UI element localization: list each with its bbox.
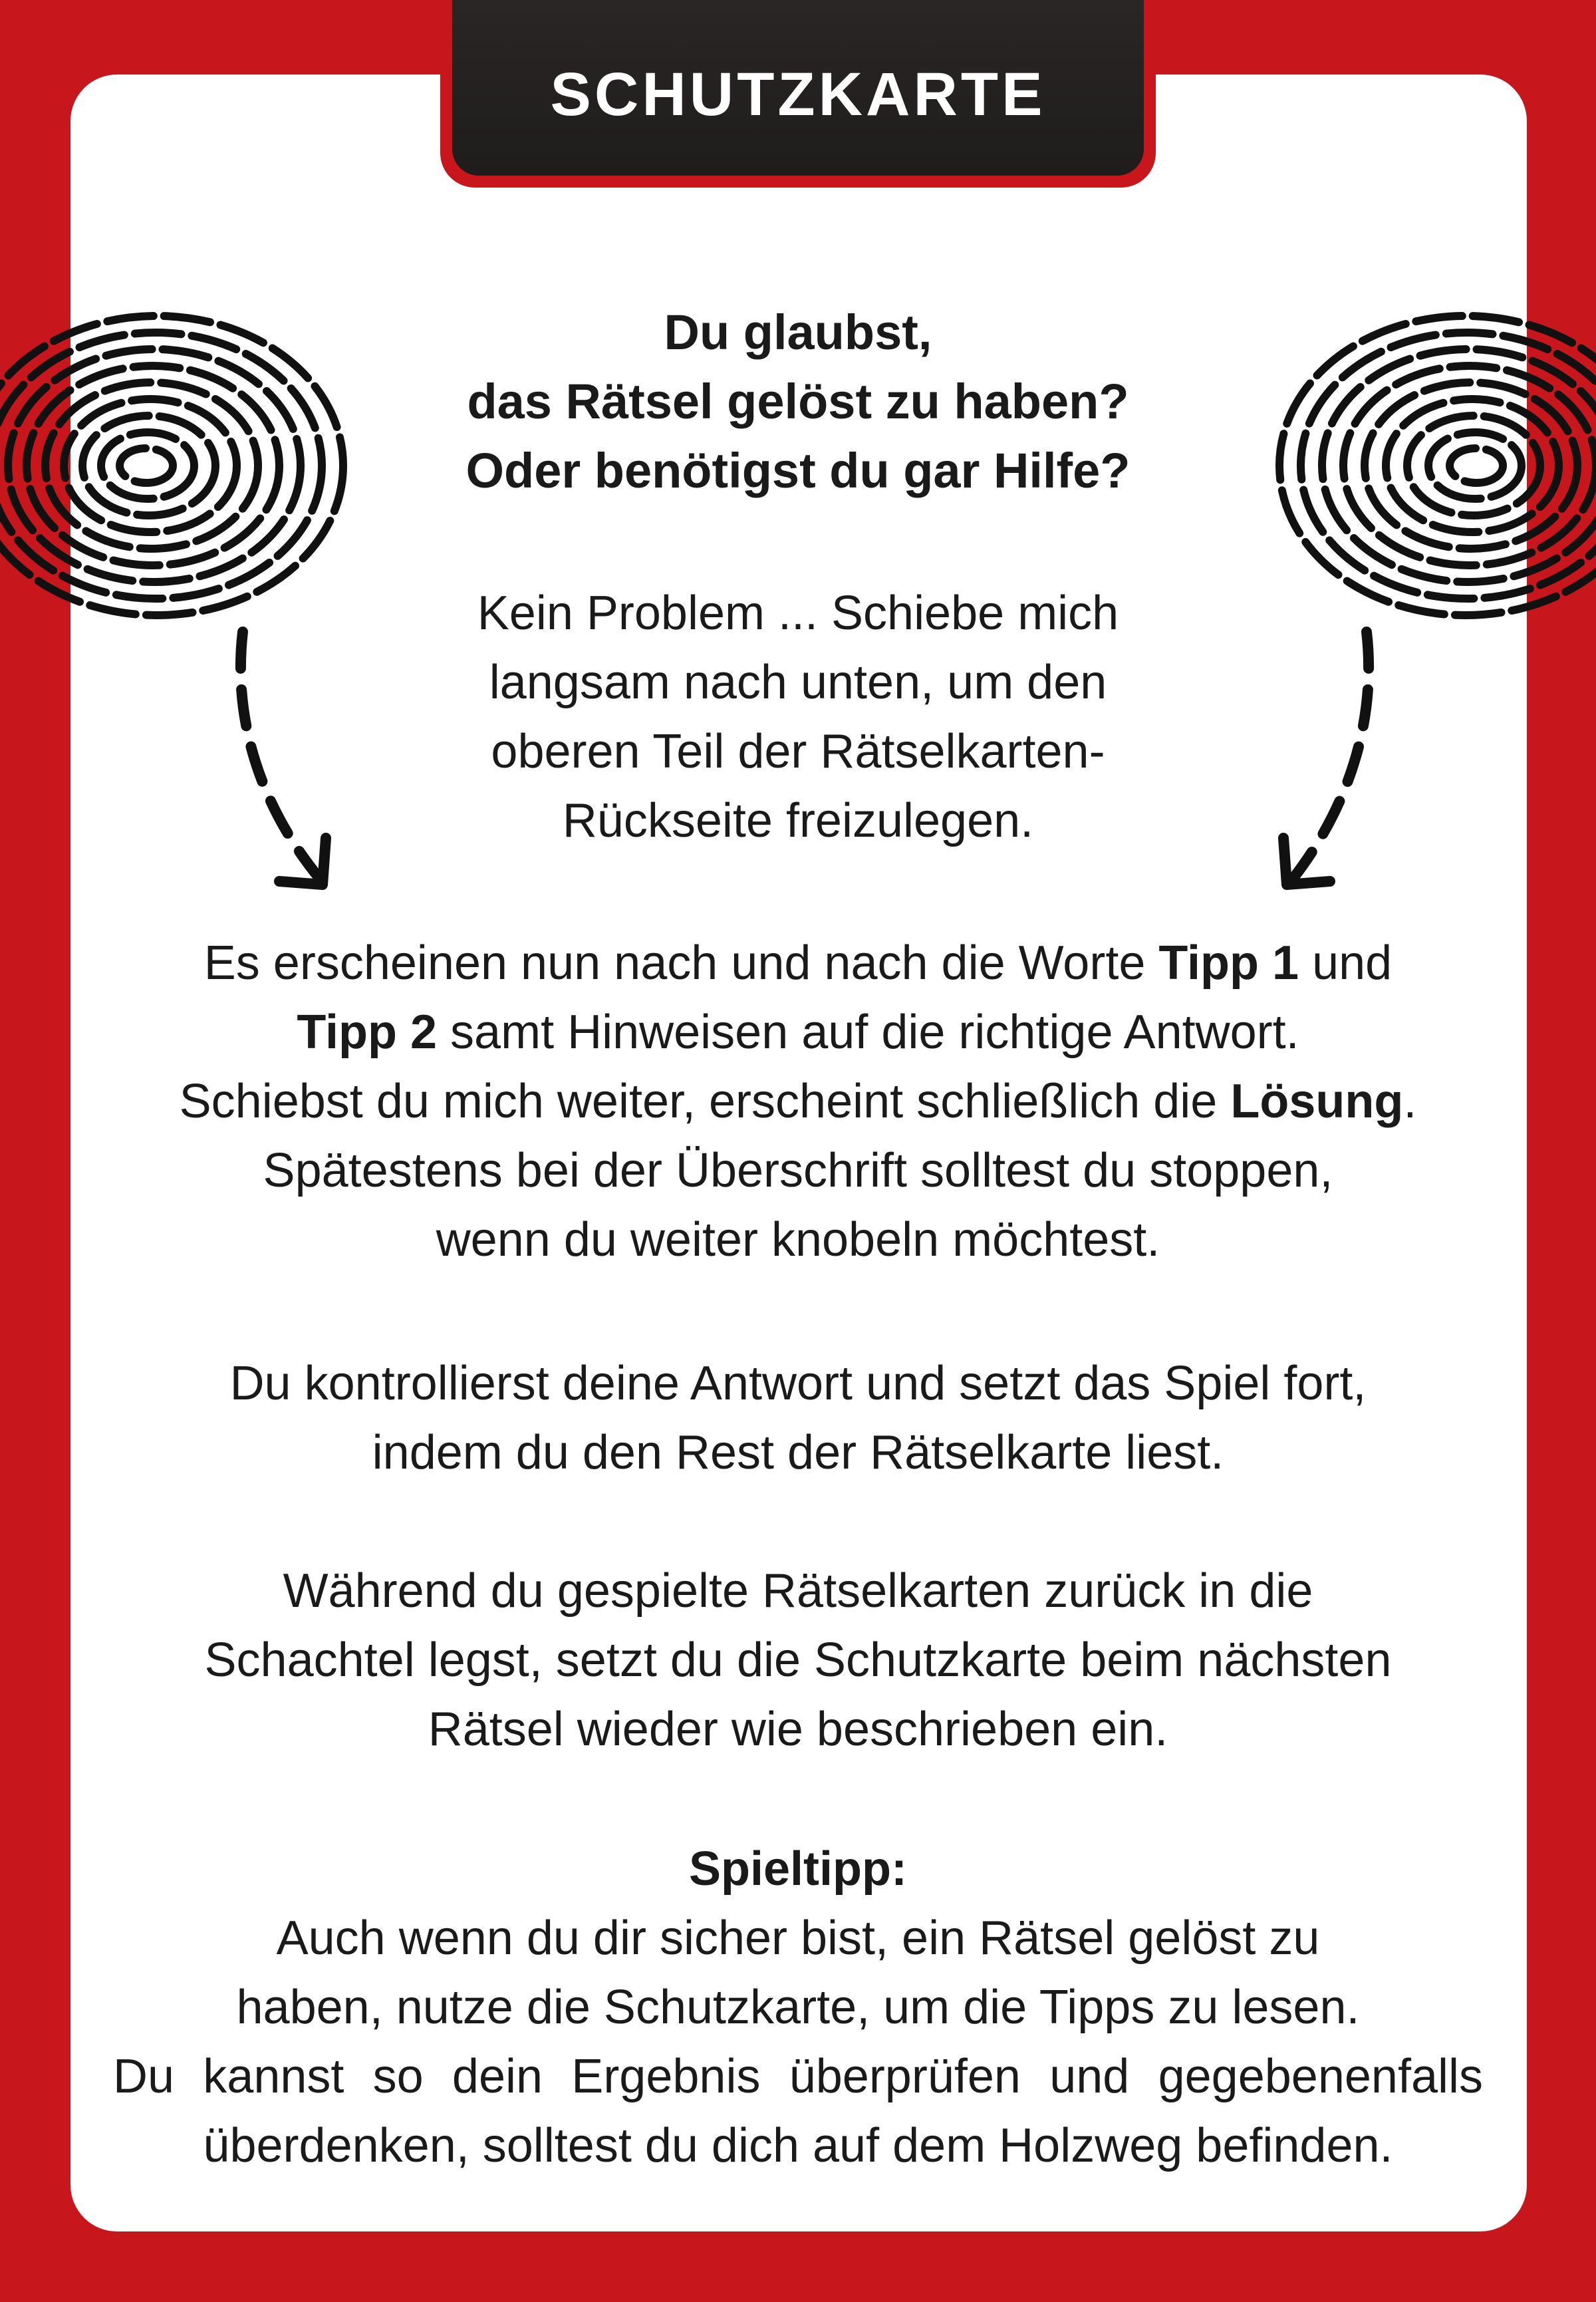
- tip-2-label: Tipp 2: [297, 1006, 438, 1059]
- intro-line: Du glaubst,: [664, 305, 932, 360]
- tips-line-5: wenn du weiter knobeln möchtest.: [436, 1213, 1160, 1266]
- solution-label: Lösung: [1230, 1075, 1404, 1128]
- text: Es erscheinen nun nach und nach die Worte: [203, 936, 1159, 990]
- intro-question: [73, 298, 1523, 505]
- text: und: [1299, 936, 1393, 990]
- return-paragraph: [73, 1556, 1523, 1764]
- tips-line-1: [73, 929, 1523, 998]
- explain-line: Kein Problem ... Schiebe mich: [477, 587, 1119, 640]
- control-paragraph: [73, 1349, 1523, 1487]
- tips-line-3: [73, 1067, 1523, 1136]
- explain-line: Rückseite freizulegen.: [562, 794, 1034, 847]
- tip-1-label: Tipp 1: [1158, 936, 1299, 990]
- game-tip-line: überdenken, solltest du dich auf dem Holzweg befinden.: [203, 2119, 1393, 2172]
- explain-line: langsam nach unten, um den: [489, 656, 1107, 709]
- text: .: [1403, 1075, 1417, 1128]
- tips-line-2: [73, 998, 1523, 1067]
- control-line: indem du den Rest der Rätselkarte liest.: [372, 1426, 1224, 1479]
- return-line: Während du gespielte Rätselkarten zurück in die: [283, 1564, 1313, 1618]
- game-tip-line: Auch wenn du dir sicher bist, ein Rätsel gelöst zu: [276, 1912, 1320, 1965]
- return-line: Rätsel wieder wie beschrieben ein.: [428, 1703, 1168, 1756]
- header: [452, 0, 1144, 176]
- game-tip: [113, 1834, 1483, 2180]
- explain-line: oberen Teil der Rätselkarten-: [491, 725, 1105, 778]
- tips-paragraph: [73, 929, 1523, 1274]
- text: Schiebst du mich weiter, erscheint schließlich die: [179, 1075, 1231, 1128]
- intro-line: Oder benötigst du gar Hilfe?: [466, 443, 1130, 498]
- game-tip-line: haben, nutze die Schutzkarte, um die Tipps zu lesen.: [236, 1981, 1360, 2034]
- explanation: [73, 579, 1523, 855]
- card-title: SCHUTZKARTE: [550, 60, 1046, 128]
- tips-line-4: Spätestens bei der Überschrift solltest du stoppen,: [263, 1144, 1333, 1197]
- control-line: Du kontrollierst deine Antwort und setzt das Spiel fort,: [229, 1357, 1367, 1410]
- return-line: Schachtel legst, setzt du die Schutzkarte beim nächsten: [204, 1634, 1392, 1687]
- game-tip-line: Du kannst so dein Ergebnis überprüfen und gegebenenfalls: [113, 2050, 1483, 2103]
- text: samt Hinweisen auf die richtige Antwort.: [437, 1006, 1299, 1059]
- intro-line: das Rätsel gelöst zu haben?: [467, 374, 1129, 429]
- game-tip-heading: Spieltipp:: [689, 1842, 907, 1896]
